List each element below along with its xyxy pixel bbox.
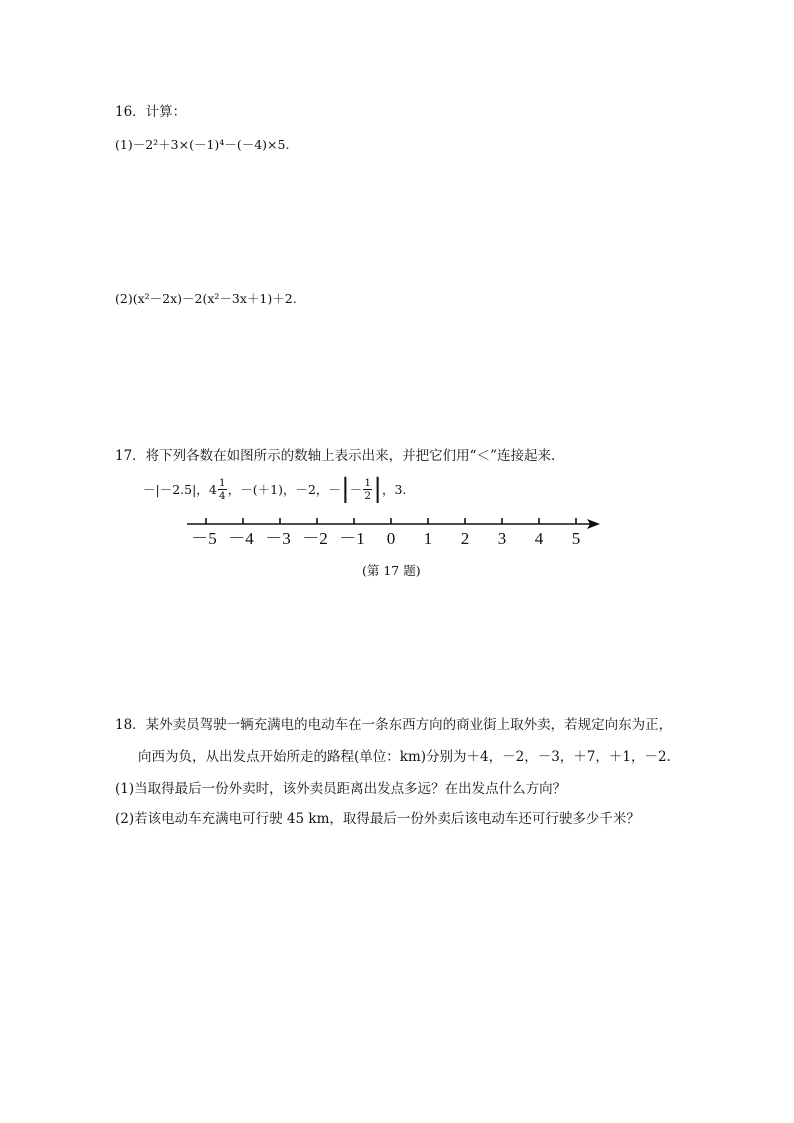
number-line-tick-label: －5 (191, 529, 217, 548)
number-series: ，－(＋1)，－2，－ (227, 482, 341, 497)
abs-bar-left: | (340, 474, 350, 504)
number-last: ，3. (381, 482, 407, 497)
number-line-tick-label: －3 (265, 529, 291, 548)
question-17-title: 17．将下列各数在如图所示的数轴上表示出来，并把它们用“＜”连接起来. (115, 448, 556, 464)
question-18-title: 18．某外卖员驾驶一辆充满电的电动车在一条东西方向的商业街上取外卖，若规定向东为正， (115, 717, 673, 733)
question-16-part-1: (1)－2²＋3×(－1)⁴－(－4)×5. (115, 137, 290, 152)
half-fraction: $\frac{1}{2}$ (364, 476, 372, 502)
number-line-tick-label: 4 (534, 529, 544, 548)
number-line (180, 512, 610, 560)
number-line-tick-label: 2 (460, 529, 470, 548)
question-17-number-list (143, 476, 406, 516)
number-line-tick-label: 0 (386, 529, 396, 548)
mixed-fraction: $\frac{1}{4}$ (218, 476, 226, 502)
abs-bar-right: | (373, 474, 382, 504)
question-18-part-1: (1)当取得最后一份外卖时，该外卖员距离出发点多远？在出发点什么方向？ (115, 781, 567, 797)
question-18-continuation: 向西为负，从出发点开始所走的路程(单位：km)分别为＋4，－2，－3，＋7，＋1，－2. (138, 749, 671, 765)
number-line-tick-label: －1 (339, 529, 365, 548)
number-abs: －|－2.5|， (143, 482, 209, 497)
question-16-part-2: (2)(x²－2x)－2(x²－3x＋1)＋2. (115, 291, 297, 306)
question-18-part-2: (2)若该电动车充满电可行驶 45 km，取得最后一份外卖后该电动车还可行驶多少千米？ (115, 811, 640, 827)
number-line-tick-label: －4 (228, 529, 254, 548)
number-line-tick-label: －2 (302, 529, 328, 548)
figure-17-caption: (第 17 题) (362, 563, 421, 578)
number-line-tick-label: 3 (497, 529, 507, 548)
question-16-title: 16．计算： (115, 104, 187, 120)
number-line-tick-label: 5 (571, 529, 581, 548)
mixed-whole: 4 (208, 481, 217, 497)
inner-sign: － (349, 482, 363, 497)
number-line-tick-label: 1 (423, 529, 433, 548)
